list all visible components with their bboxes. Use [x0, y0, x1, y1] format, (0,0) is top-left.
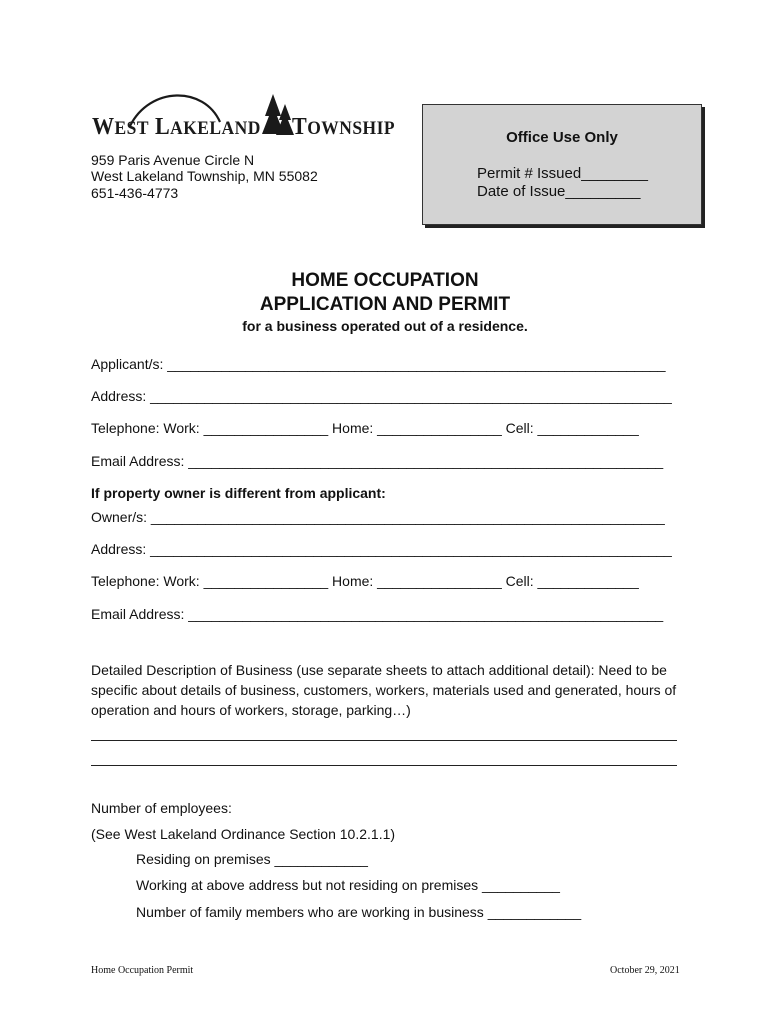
logo-letter: T: [292, 114, 308, 140]
owner-email-field[interactable]: Email Address: _____________________________________________________________: [91, 606, 664, 622]
owners-field[interactable]: Owner/s: __________________________________________________________________: [91, 509, 665, 525]
footer-date: October 29, 2021: [610, 965, 680, 976]
applicant-telephone-field[interactable]: Telephone: Work: ________________ Home: ________________ Cell: _____________: [91, 420, 639, 436]
address-phone: 651-436-4773: [91, 185, 179, 201]
township-logo: [92, 92, 402, 148]
form-title-line2: APPLICATION AND PERMIT: [259, 294, 511, 315]
permit-issued-field[interactable]: Permit # Issued________: [477, 165, 648, 182]
working-not-residing-field[interactable]: Working at above address but not residing on premises __________: [136, 877, 560, 893]
logo-wordmark: [92, 114, 395, 141]
address-city: West Lakeland Township, MN 55082: [91, 168, 318, 184]
logo-letter: L: [154, 114, 171, 140]
ordinance-reference: (See West Lakeland Ordinance Section 10.2.1.1): [91, 826, 396, 842]
form-title: HOME OCCUPATION: [291, 270, 479, 291]
owner-telephone-field[interactable]: Telephone: Work: ________________ Home: ________________ Cell: _____________: [91, 573, 639, 589]
address-street: 959 Paris Avenue Circle N: [91, 152, 255, 168]
date-of-issue-field[interactable]: Date of Issue_________: [477, 183, 641, 200]
office-use-box: [422, 104, 702, 225]
description-line-2[interactable]: [91, 765, 677, 766]
logo-letters: OWNSHIP: [307, 118, 395, 139]
residing-on-premises-field[interactable]: Residing on premises ____________: [136, 851, 368, 867]
family-members-working-field[interactable]: Number of family members who are working in business ____________: [136, 904, 582, 920]
employees-label: Number of employees:: [91, 800, 232, 816]
logo-letters: EST: [114, 118, 149, 139]
owner-address-field[interactable]: Address: ___________________________________________________________________: [91, 541, 672, 557]
business-description-instructions: Detailed Description of Business (use separate sheets to attach additional detail): Need to be specific about details of business, customers, workers, materials used and generated, hours of operation and hours of workers, storage, parking…): [91, 662, 677, 718]
applicant-address-field[interactable]: Address: ___________________________________________________________________: [91, 388, 672, 404]
description-line-1[interactable]: [91, 740, 677, 741]
logo-letter: W: [92, 114, 115, 140]
applicant-email-field[interactable]: Email Address: _____________________________________________________________: [91, 453, 664, 469]
owner-section-heading: If property owner is different from applicant:: [91, 485, 386, 501]
form-subtitle: for a business operated out of a residence.: [242, 318, 528, 334]
logo-letters: AKELAND: [170, 118, 261, 139]
applicants-field[interactable]: Applicant/s: ________________________________________________________________: [91, 356, 666, 372]
office-use-title: Office Use Only: [506, 129, 618, 146]
footer-document-name: Home Occupation Permit: [91, 965, 194, 976]
